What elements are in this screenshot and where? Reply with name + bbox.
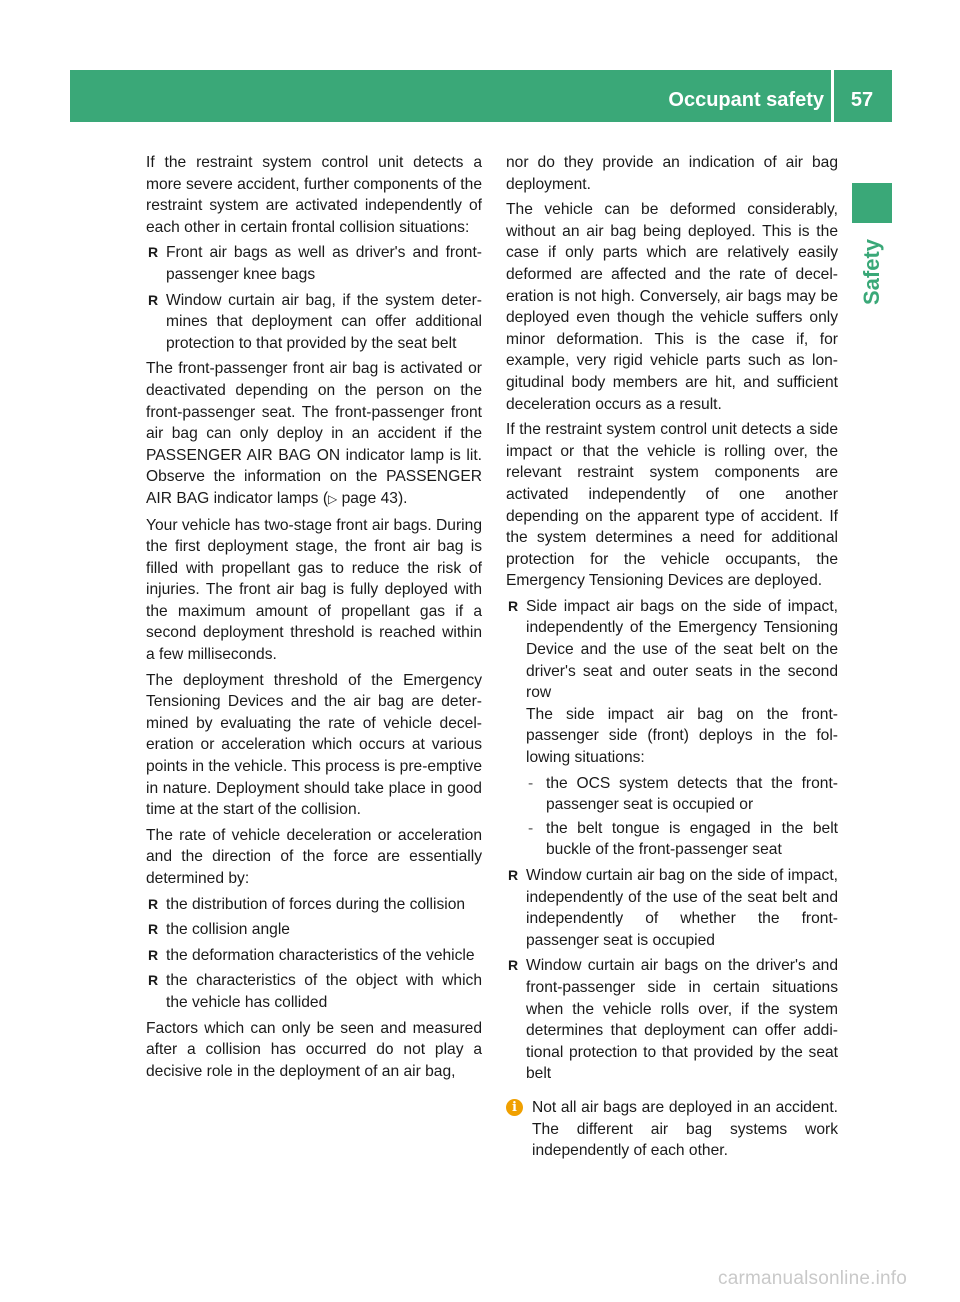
paragraph: The rate of vehicle deceleration or acceleration and the direction of the force are essentially determined by: (146, 826, 482, 887)
bullet-icon: R (148, 291, 159, 308)
list-item: R the collision angle (146, 919, 482, 941)
dash-icon: - (528, 774, 534, 792)
paragraph: The vehicle can be deformed considerably, without an air bag being deployed. This is the case if only parts which are relatively easily deformed are affected and the rate of deceleration is not high. Conversely, air bags may be deployed even though the vehicle suffers only minor deformation. This is the case if, for example, very rigid vehicle parts such as longitudinal body members are hit, and sufficient deceleration occurs as a result. (506, 201, 838, 413)
page-number: 57 (850, 89, 874, 111)
bullet-list (146, 242, 482, 354)
bullet-icon: R (148, 972, 159, 989)
bullet-icon: R (148, 244, 159, 261)
dash-item: - the OCS system detects that the front-passenger seat is occupied or (528, 774, 838, 814)
info-note: i Not all air bags are deployed in an accident. The different air bag systems work independently of each other. (506, 1097, 838, 1162)
list-item: R the distribution of forces during the collision (146, 894, 482, 916)
section-title: Occupant safety (668, 89, 824, 111)
list-item: R Window curtain air bag, if the system determines that deployment can offer additional protection to that provided by the seat belt (148, 291, 482, 352)
paragraph: If the restraint system control unit detects a side impact or that the vehicle is rolling over, the relevant restraint system components are activated independently of one another depending on the apparent type of accident. If the system determines a need for additional protection for the vehicle occupants, the Emergency Tensioning Devices are deployed. (506, 421, 838, 590)
list-item: R Window curtain air bag on the side of impact, independently of the use of the seat belt and independently of whether the front-passenger seat is occupied (508, 867, 838, 949)
bullet-icon: R (508, 597, 519, 614)
paragraph: Your vehicle has two-stage front air bags. During the first deployment stage, the front air bag is filled with propellant gas to reduce the risk of injuries. The front air bag is fully deployed with the maximum amount of propellant gas if a second deployment threshold is reached within a few milliseconds. (146, 516, 482, 664)
page-reference[interactable]: (▷ page 43). (322, 489, 408, 507)
bullet-icon: R (148, 921, 159, 938)
list-item: R Side impact air bags on the side of impact, independently of the Emergency Tensioning Device and the use of the seat belt on the driver's seat and outer seats in the second row The side impact air bag on the front-passenger side (front) deploys in the following situations: - the OCS system detects that the front-passenger seat is occupied or - the belt tongue is engaged in the belt buckle of the front-passenger seat (506, 596, 838, 861)
arrow-right-icon: ▷ (328, 491, 338, 506)
bullet-icon: R (508, 867, 519, 883)
dash-list (526, 773, 838, 861)
info-icon: i (506, 1099, 523, 1116)
dash-item: - the belt tongue is engaged in the belt buckle of the front-passenger seat (528, 819, 838, 859)
bullet-list (146, 894, 482, 1014)
side-tab-label: Safety (859, 238, 884, 306)
left-column (146, 152, 482, 1086)
list-item: R the characteristics of the object with which the vehicle has collided (148, 972, 482, 1011)
bullet-list (506, 596, 838, 1085)
header-divider (831, 70, 834, 122)
list-item: R Window curtain air bags on the driver's and front-passenger side in certain situations when the vehicle rolls over, if the system determines that deployment can offer additional protection to that provided by the seat belt (508, 957, 838, 1083)
right-column (506, 152, 838, 1162)
paragraph: The front-passenger front air bag is activated or deactivated depending on the person on the front-passenger seat. The front-passenger front air bag can only deploy in an accident if the PASSENGER AIR BAG ON indicator lamp is lit. Observe the information on the PASSENGER AIR BAG indicator lamps (▷ page 43). (146, 360, 482, 507)
paragraph: If the restraint system control unit detects a more severe accident, further components of the restraint system are activated independently of each other in certain frontal collision situations: (146, 154, 482, 236)
bullet-icon: R (148, 895, 159, 912)
paragraph: Factors which can only be seen and measured after a collision has occurred do not play a decisive role in the deployment of an air bag, (146, 1019, 482, 1080)
paragraph: nor do they provide an indication of air bag deployment. (506, 154, 838, 193)
sub-paragraph: The side impact air bag on the front-passenger side (front) deploys in the following situations: (526, 705, 838, 767)
bullet-icon: R (148, 946, 159, 963)
watermark: carmanualsonline.info (718, 1268, 908, 1289)
bullet-icon: R (508, 957, 519, 974)
dash-icon: - (528, 819, 534, 837)
list-item: R the deformation characteristics of the vehicle (146, 945, 482, 967)
side-tab-marker (852, 183, 892, 223)
paragraph: The deployment threshold of the Emergency Tensioning Devices and the air bag are determined by evaluating the rate of vehicle deceleration or acceleration which occurs at various points in the vehicle. This process is pre-emptive in nature. Deployment should take place in good time at the start of the collision. (146, 671, 482, 819)
list-item: R Front air bags as well as driver's and front-passenger knee bags (148, 244, 482, 283)
